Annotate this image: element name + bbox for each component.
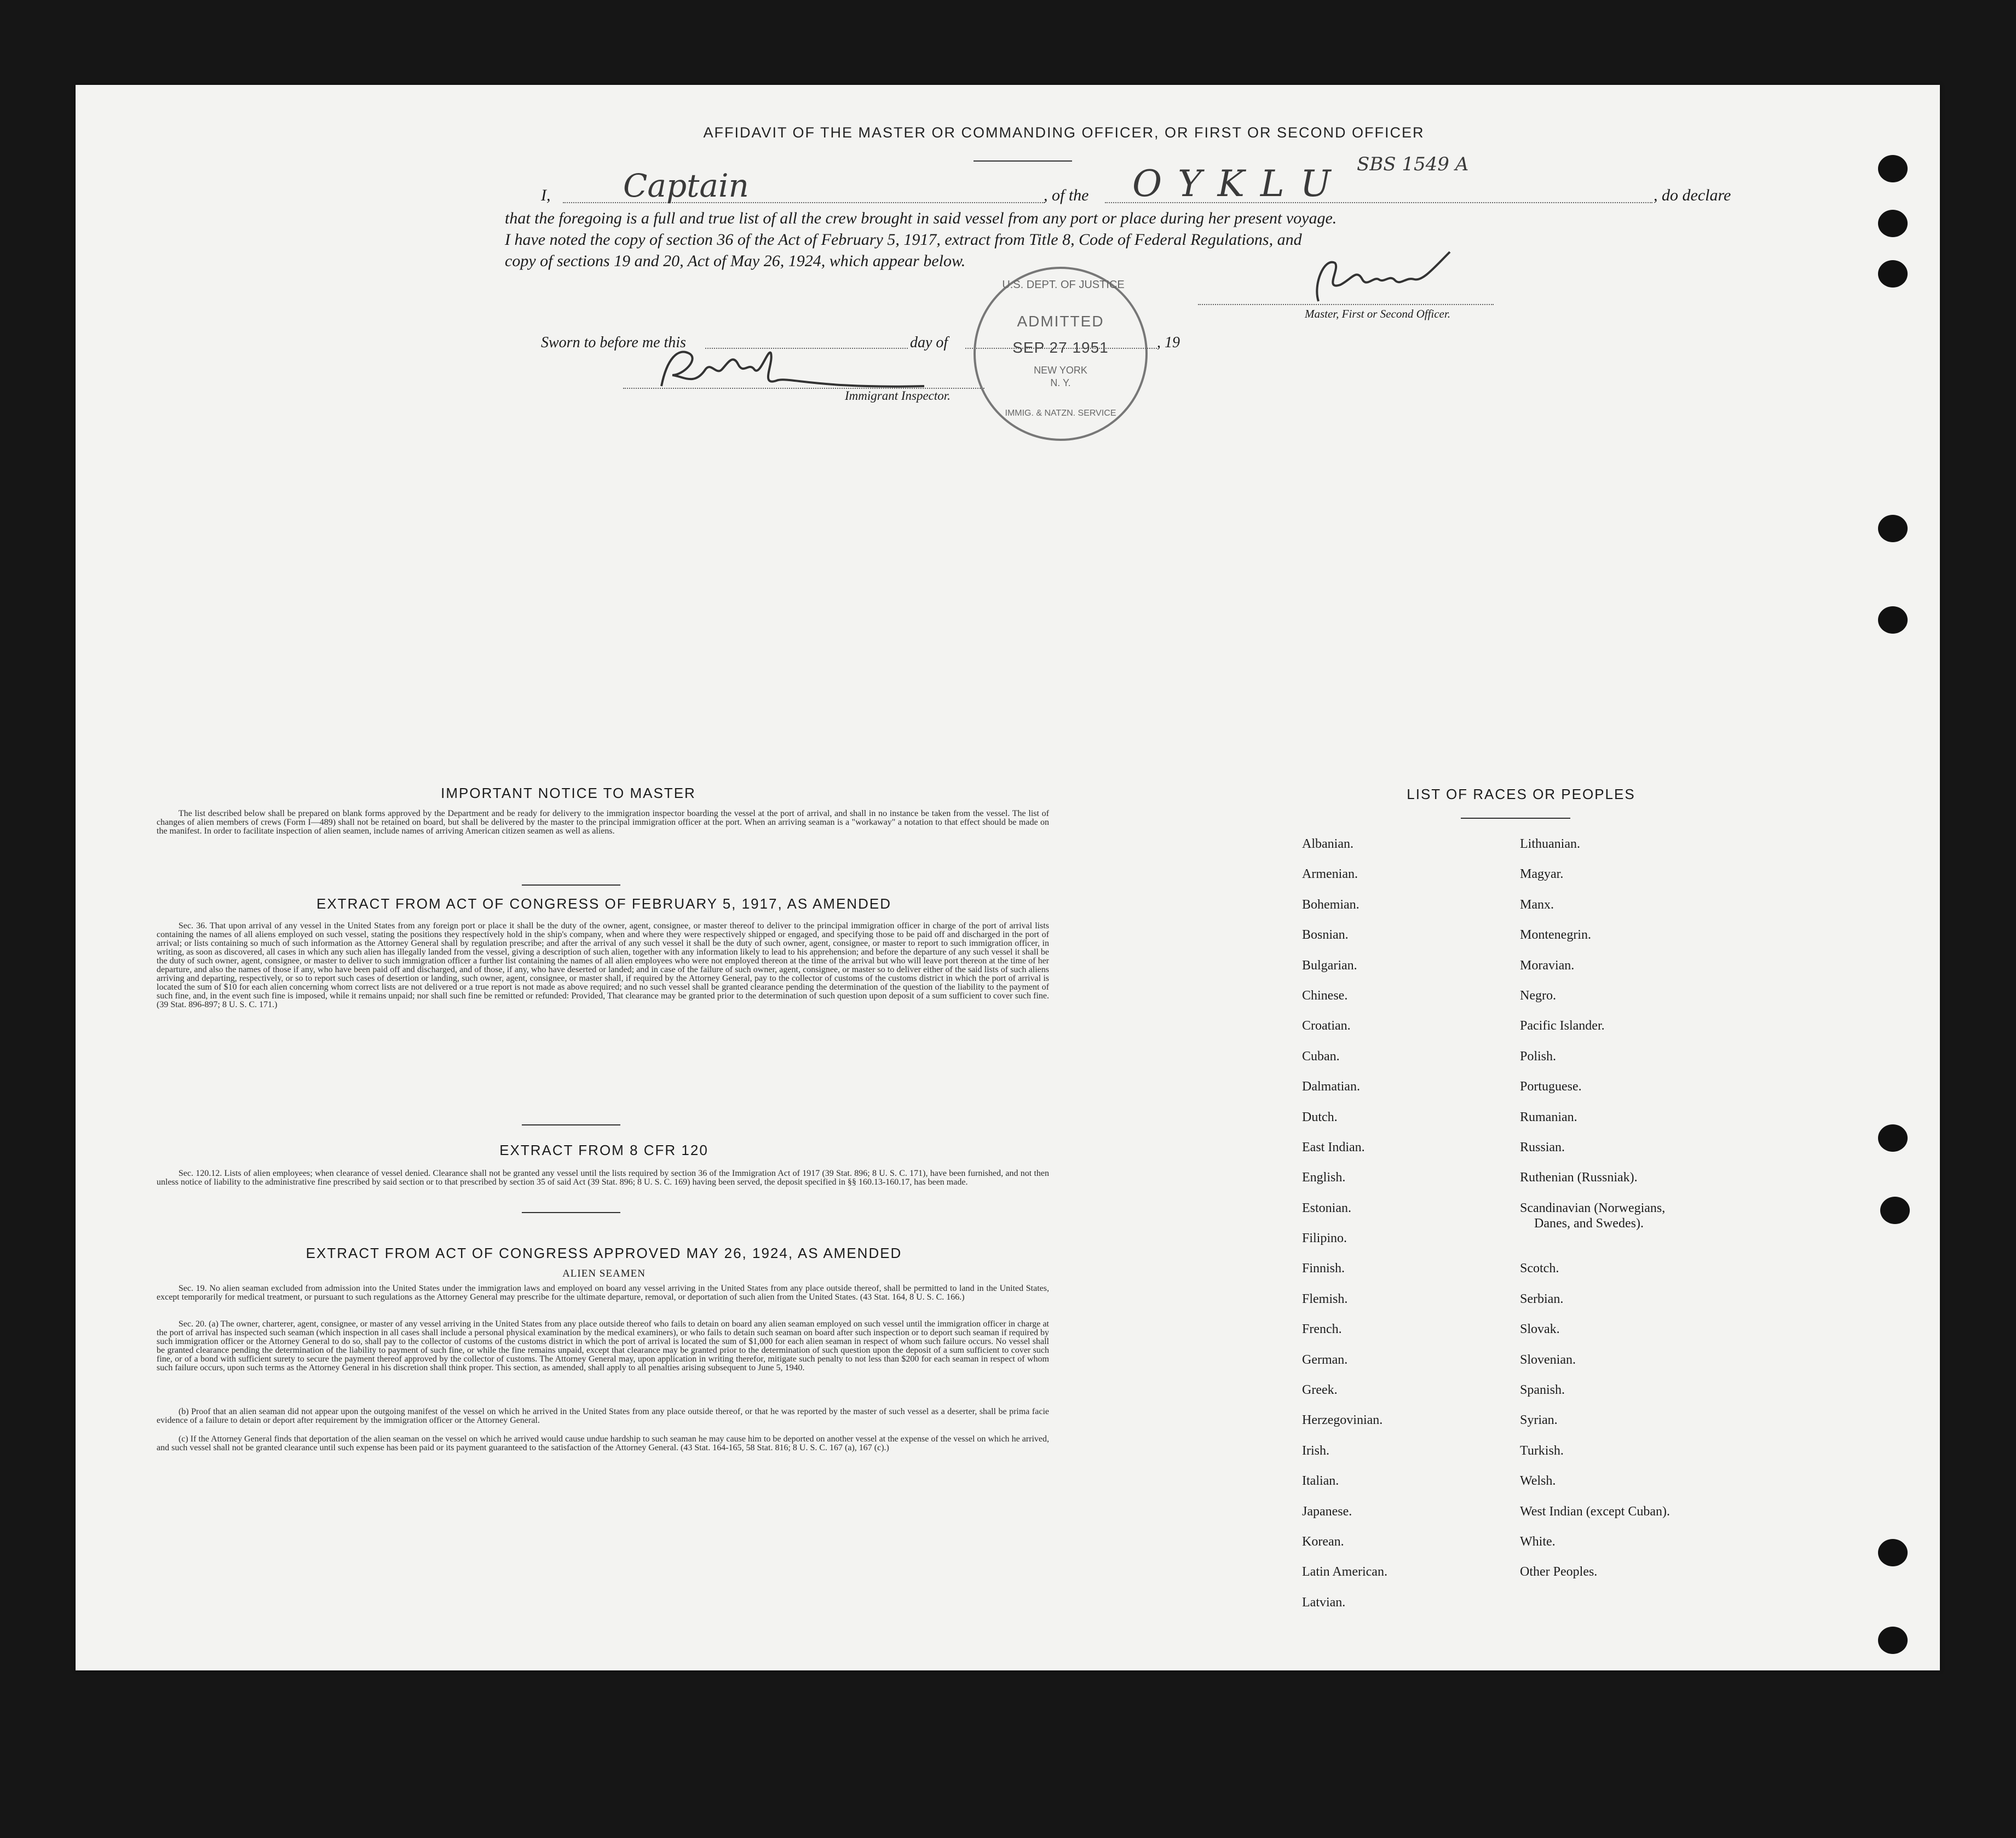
race-item: Albanian. [1302, 837, 1353, 851]
stamp-top: U.S. DEPT. OF JUSTICE [1002, 279, 1125, 291]
cfr-rule [522, 1212, 620, 1213]
handwritten-title: Captain [623, 167, 749, 204]
race-item: Finnish. [1302, 1261, 1345, 1276]
race-item: Serbian. [1520, 1291, 1564, 1306]
notice-heading: IMPORTANT NOTICE TO MASTER [441, 785, 696, 801]
stamp-status: ADMITTED [1017, 313, 1104, 330]
race-item: Turkish. [1520, 1443, 1564, 1458]
document-page [76, 85, 1940, 1670]
affidavit-line-3: I have noted the copy of section 36 of the Act of February 5, 1917, extract from Title 8, Code of Federal Regulations, and [505, 231, 1302, 249]
extract-1917-text: Sec. 36. That upon arrival of any vessel in the United States from any foreign port or place it shall be the duty of the owner, agent, consignee, or master thereof to deliver to the principal immigration officer in charge of the port of arrival lists containing the names of all aliens employed on such vessel, stating the positions they respectively hold in the ship's company, when and where they were respectively shipped or engaged, and specifying those to be paid off and discharged in the port of arrival; or lists containing so much of such information as the Attorney General shall by regulation prescribe; and after the arrival of any such vessel it shall be the duty of such owner, agent, consignee, or master to report to such immigration officer, in writing, as soon as discovered, all cases in which any such alien has illegally landed from the vessel, giving a description of such alien, together with any information likely to lead to his apprehension; and before the departure of any such vessel it shall be the duty of such owner, agent, consignee, or master to deliver to such immigration officer a further list containing the names of all alien employees who were not employed thereon at the time of the arrival but who will leave port thereon at the time of her departure, and also the names of those if any, who have been paid off and discharged, and of those, if any, who have deserted or landed; and in case of the failure of such owner, agent, consignee, or master so to deliver either of the said lists of such aliens arriving and departing, respectively, or so to report such cases of desertion or landing, such owner, agent, consignee, or master shall, if required by the Attorney General, pay to the collector of customs of the customs district in which the port of arrival is located the sum of $10 for each alien concerning whom correct lists are not delivered or a true report is not made as above required; and no such vessel shall be granted clearance pending the determination of the question of the liability to the payment of such fine, and, in the event such fine is imposed, while it remains unpaid; nor shall such fine be remitted or refunded: Provided, That clearance may be granted prior to the determination of such question upon deposit of a sum sufficient to cover such fine. (39 Stat. 896-897; 8 U. S. C. 171.) [157, 921, 1049, 1009]
punch-hole [1878, 1539, 1908, 1566]
master-signature [1302, 246, 1466, 309]
race-item: East Indian. [1302, 1140, 1365, 1155]
affidavit-line-4: copy of sections 19 and 20, Act of May 26, 1924, which appear below. [505, 252, 966, 270]
race-item: Lithuanian. [1520, 837, 1580, 851]
race-item: Russian. [1520, 1140, 1565, 1155]
race-item: Dutch. [1302, 1110, 1338, 1124]
race-item: White. [1520, 1535, 1556, 1549]
race-item: English. [1302, 1170, 1346, 1185]
race-item: Other Peoples. [1520, 1565, 1598, 1579]
affidavit-line-2: that the foregoing is a full and true list of all the crew brought in said vessel from any port or place during her present voyage. [505, 209, 1337, 227]
race-item: Magyar. [1520, 867, 1564, 882]
race-item: Japanese. [1302, 1504, 1352, 1519]
races-left-column [1302, 836, 1387, 1625]
races-right-column [1520, 836, 1670, 1595]
race-item: Welsh. [1520, 1474, 1556, 1489]
race-item: Armenian. [1302, 867, 1358, 882]
race-item: Scandinavian (Norwegians, [1520, 1201, 1666, 1215]
race-item: Danes, and Swedes). [1534, 1216, 1644, 1231]
race-item: Scotch. [1520, 1261, 1559, 1276]
race-item: Herzegovinian. [1302, 1413, 1383, 1428]
stamp-state: N. Y. [1050, 377, 1071, 388]
extract-1917-heading: EXTRACT FROM ACT OF CONGRESS OF FEBRUARY 5, 1917, AS AMENDED [316, 895, 891, 912]
race-item: Korean. [1302, 1534, 1344, 1549]
day-of-text: day of [910, 334, 948, 351]
race-item: Ruthenian (Russniak). [1520, 1170, 1638, 1185]
stamp-date: SEP 27 1951 [1012, 339, 1109, 356]
punch-hole [1878, 515, 1908, 542]
race-item: Irish. [1302, 1443, 1329, 1458]
master-label: Master, First or Second Officer. [1305, 307, 1450, 320]
notice-rule [522, 884, 620, 886]
punch-hole [1878, 1124, 1908, 1152]
stamp-city: NEW YORK [1034, 365, 1087, 376]
extract-1917-rule [522, 1124, 620, 1125]
stamp-bottom: IMMIG. & NATZN. SERVICE [1005, 409, 1116, 418]
race-item: Cuban. [1302, 1049, 1340, 1064]
punch-hole [1878, 210, 1908, 237]
race-item: Flemish. [1302, 1291, 1348, 1306]
sec20c-text: (c) If the Attorney General finds that deportation of the alien seaman on the vessel on which he arrived would cause undue hardship to such seaman he may cause him to be deported on another vessel at the expense of the vessel on which he arrived, and such vessel shall not be granted clearance until such expense has been paid or its payment guaranteed to the satisfaction of the Attorney General. (43 Stat. 164-165, 58 Stat. 816; 8 U. S. C. 167 (a), 167 (c).) [157, 1434, 1049, 1452]
year-text: , 19 [1157, 334, 1180, 351]
race-item: Slovenian. [1520, 1352, 1576, 1367]
race-item: Croatian. [1302, 1019, 1351, 1033]
extract-1924-heading: EXTRACT FROM ACT OF CONGRESS APPROVED MAY 26, 1924, AS AMENDED [306, 1245, 902, 1261]
admitted-stamp [974, 267, 1148, 441]
affidavit-of-the: , of the [1044, 186, 1089, 204]
race-item: Dalmatian. [1302, 1079, 1360, 1094]
race-item: Greek. [1302, 1383, 1338, 1398]
sec19-text: Sec. 19. No alien seaman excluded from admission into the United States under the immigration laws and employed on board any vessel arriving in the United States from any place outside thereof, shall be permitted to land in the United States, except temporarily for medical treatment, or pursuant to such regulations as the Attorney General may prescribe for the ultimate departure, removal, or deportation of such alien from the United States. (43 Stat. 164, 8 U. S. C. 166.) [157, 1284, 1049, 1302]
race-item: Chinese. [1302, 988, 1348, 1003]
race-item: Latvian. [1302, 1595, 1346, 1610]
inspector-label: Immigrant Inspector. [845, 389, 951, 403]
notice-text: The list described below shall be prepared on blank forms approved by the Department and be ready for delivery to the immigration inspector boarding the vessel at the port of arrival, and shall in no instance be taken from the vessel. The list of changes of alien members of crews (Form I—489) shall not be retained on board, but shall be delivered by the master to the principal immigration officer at the port. When an arriving seaman is a "workaway" a notation to that effect should be made on the manifest. In order to facilitate inspection of alien seamen, include names of arriving American citizen seamen as well as aliens. [157, 809, 1049, 836]
race-item: Negro. [1520, 988, 1556, 1003]
race-item: Estonian. [1302, 1201, 1351, 1215]
cfr-heading: EXTRACT FROM 8 CFR 120 [499, 1142, 709, 1158]
alien-seamen-subheading: ALIEN SEAMEN [562, 1268, 646, 1279]
race-item: Pacific Islander. [1520, 1019, 1605, 1033]
race-item: Montenegrin. [1520, 928, 1591, 943]
handwritten-vessel: O Y K L U [1132, 163, 1333, 205]
punch-hole [1878, 260, 1908, 288]
punch-hole [1880, 1197, 1910, 1224]
race-item: West Indian (except Cuban). [1520, 1504, 1670, 1519]
race-item: Spanish. [1520, 1383, 1565, 1398]
cfr-text: Sec. 120.12. Lists of alien employees; when clearance of vessel denied. Clearance shall not be granted any vessel until the lists required by section 36 of the Immigration Act of 1917 (39 Stat. 896; 8 U. S. C. 171), have been furnished, and not then unless notice of liability to the administrative fine prescribed by said section or to that prescribed by section 35 of said Act (39 Stat. 896; 8 U. S. C. 169) having been served, the deposit specified in §§ 160.13-160.17, has been made. [157, 1169, 1049, 1187]
race-item: German. [1302, 1352, 1348, 1367]
races-rule [1461, 818, 1570, 819]
sworn-text: Sworn to before me this [541, 334, 686, 351]
affidavit-i: I, [541, 186, 551, 204]
race-item: Latin American. [1302, 1565, 1387, 1579]
races-heading: LIST OF RACES OR PEOPLES [1407, 786, 1635, 802]
affidavit-do-declare: , do declare [1654, 186, 1731, 204]
race-item: Portuguese. [1520, 1079, 1582, 1094]
inspector-signature [650, 337, 957, 397]
race-item: Italian. [1302, 1474, 1339, 1489]
title-rule [974, 160, 1072, 162]
race-item: Rumanian. [1520, 1110, 1577, 1124]
sec20a-text: Sec. 20. (a) The owner, charterer, agent, consignee, or master of any vessel arriving in the United States from any place outside thereof who fails to detain on board any alien seaman employed on such vessel until the immigration officer in charge at the port of arrival has inspected such seaman (which inspection in all cases shall include a personal physical examination by the medical examiners), or who fails to detain such seaman on board after such inspection or to deport such seaman if required by such immigration officer or the Attorney General to do so, shall pay to the collector of customs of the customs district in which the port of arrival is located the sum of $1,000 for each alien seaman in respect of whom such failure occurs. No vessel shall be granted clearance pending the determination of the liability to payment of such fine, or while the fine remains unpaid, except that clearance may be granted prior to the determination of such question upon the deposit of a sum sufficient to cover such fine, or of a bond with sufficient surety to secure the payment thereof approved by the collector of customs. The Attorney General may, upon application in writing therefor, mitigate such penalty to not less than $200 for each seaman in respect of whom such failure occurs, upon such terms as the Attorney General in his discretion shall think proper. This section, as amended, shall apply to all penalties arising subsequent to June 5, 1940. [157, 1319, 1049, 1372]
punch-hole [1878, 155, 1908, 182]
race-item: Syrian. [1520, 1413, 1558, 1428]
race-item: Bulgarian. [1302, 958, 1357, 973]
punch-hole [1878, 1627, 1908, 1654]
affidavit-title: AFFIDAVIT OF THE MASTER OR COMMANDING OFFICER, OR FIRST OR SECOND OFFICER [703, 124, 1425, 141]
race-item: Polish. [1520, 1049, 1557, 1064]
sec20b-text: (b) Proof that an alien seaman did not appear upon the outgoing manifest of the vessel on which he arrived in the United States from any place outside thereof, or that he was reported by the master of such vessel as a deserter, shall be prima facie evidence of a failure to detain or deport after requirement by the immigration officer or the Attorney General. [157, 1407, 1049, 1425]
race-item: French. [1302, 1322, 1342, 1337]
race-item: Slovak. [1520, 1322, 1560, 1337]
race-item: Moravian. [1520, 958, 1575, 973]
race-item: Filipino. [1302, 1231, 1347, 1246]
punch-hole [1878, 606, 1908, 634]
race-item: Manx. [1520, 897, 1554, 912]
race-item: Bohemian. [1302, 897, 1360, 912]
race-item: Bosnian. [1302, 928, 1349, 943]
handwritten-reference: SBS 1549 A [1357, 153, 1469, 175]
